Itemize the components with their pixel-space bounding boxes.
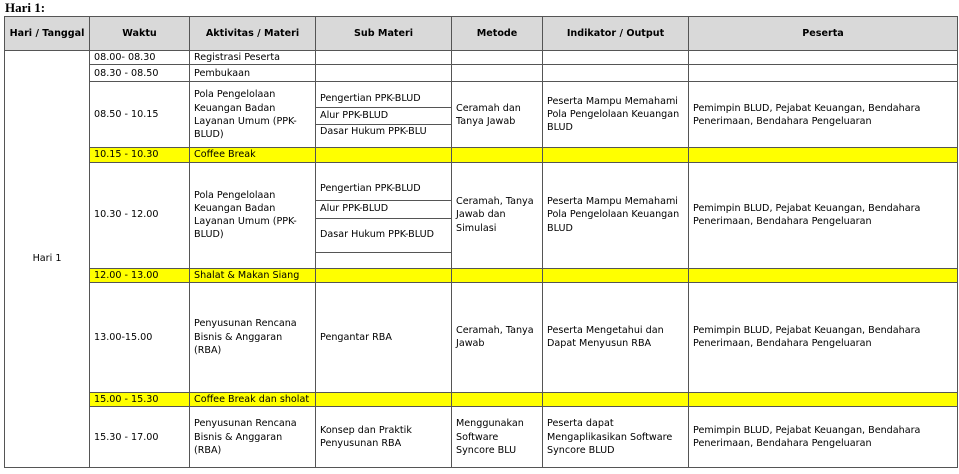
time-cell: 10.30 - 12.00 bbox=[90, 162, 190, 268]
table-row bbox=[5, 65, 958, 82]
header-day: Hari / Tanggal bbox=[5, 17, 90, 51]
time-cell: 08.50 - 10.15 bbox=[90, 82, 190, 148]
sub-cell bbox=[316, 268, 452, 282]
participants-cell bbox=[689, 268, 958, 282]
activity-cell: Registrasi Peserta bbox=[190, 51, 316, 65]
time-cell: 08.30 - 08.50 bbox=[90, 65, 190, 82]
method-cell: Ceramah dan Tanya Jawab bbox=[452, 82, 543, 148]
output-cell: Peserta Mampu Memahami Pola Pengelolaan Keuangan BLUD bbox=[543, 82, 689, 148]
method-cell: Ceramah, Tanya Jawab dan Simulasi bbox=[452, 162, 543, 268]
output-cell bbox=[543, 51, 689, 65]
sub-cell bbox=[316, 82, 452, 148]
activity-cell: Pola Pengelolaan Keuangan Badan Layanan Umum (PPK-BLUD) bbox=[190, 162, 316, 268]
sub-item: Alur PPK-BLUD bbox=[316, 201, 451, 219]
activity-cell: Coffee Break bbox=[190, 148, 316, 162]
header-participants: Peserta bbox=[689, 17, 958, 51]
method-cell bbox=[452, 392, 543, 406]
table-row bbox=[5, 282, 958, 392]
participants-cell bbox=[689, 148, 958, 162]
header-method: Metode bbox=[452, 17, 543, 51]
participants-cell bbox=[689, 51, 958, 65]
sub-item: Dasar Hukum PPK-BLUD bbox=[316, 219, 451, 253]
participants-cell: Pemimpin BLUD, Pejabat Keuangan, Bendahara Penerimaan, Bendahara Pengeluaran bbox=[689, 162, 958, 268]
output-cell: Peserta Mengetahui dan Dapat Menyusun RBA bbox=[543, 282, 689, 392]
method-cell: Ceramah, Tanya Jawab bbox=[452, 282, 543, 392]
method-cell: Menggunakan Software Syncore BLU bbox=[452, 407, 543, 468]
day-title: Hari 1: bbox=[5, 0, 46, 15]
day-cell: Hari 1 bbox=[5, 51, 90, 468]
header-row bbox=[5, 17, 958, 51]
time-cell: 15.00 - 15.30 bbox=[90, 392, 190, 406]
participants-cell: Pemimpin BLUD, Pejabat Keuangan, Bendahara Penerimaan, Bendahara Pengeluaran bbox=[689, 82, 958, 148]
output-cell: Peserta Mampu Memahami Pola Pengelolaan Keuangan BLUD bbox=[543, 162, 689, 268]
participants-cell: Pemimpin BLUD, Pejabat Keuangan, Bendahara Penerimaan, Bendahara Pengeluaran bbox=[689, 282, 958, 392]
method-cell bbox=[452, 268, 543, 282]
activity-cell: Penyusunan Rencana Bisnis & Anggaran (RBA) bbox=[190, 407, 316, 468]
time-cell: 15.30 - 17.00 bbox=[90, 407, 190, 468]
table-row bbox=[5, 407, 958, 468]
table-row bbox=[5, 162, 958, 268]
participants-cell bbox=[689, 65, 958, 82]
participants-cell: Pemimpin BLUD, Pejabat Keuangan, Bendahara Penerimaan, Bendahara Pengeluaran bbox=[689, 407, 958, 468]
participants-cell bbox=[689, 392, 958, 406]
time-cell: 10.15 - 10.30 bbox=[90, 148, 190, 162]
output-cell bbox=[543, 268, 689, 282]
table-row bbox=[5, 392, 958, 406]
sub-cell bbox=[316, 148, 452, 162]
output-cell bbox=[543, 148, 689, 162]
method-cell bbox=[452, 148, 543, 162]
time-cell: 12.00 - 13.00 bbox=[90, 268, 190, 282]
sub-item: Dasar Hukum PPK-BLU bbox=[320, 125, 427, 137]
activity-cell: Coffee Break dan sholat bbox=[190, 392, 316, 406]
sub-cell bbox=[316, 51, 452, 65]
output-cell bbox=[543, 65, 689, 82]
header-activity: Aktivitas / Materi bbox=[190, 17, 316, 51]
schedule-table bbox=[4, 16, 958, 468]
table-row bbox=[5, 268, 958, 282]
header-output: Indikator / Output bbox=[543, 17, 689, 51]
table-row bbox=[5, 148, 958, 162]
sub-cell bbox=[316, 392, 452, 406]
sub-item: Pengertian PPK-BLUD bbox=[316, 92, 451, 108]
activity-cell: Shalat & Makan Siang bbox=[190, 268, 316, 282]
header-sub-material: Sub Materi bbox=[316, 17, 452, 51]
sub-cell: Pengantar RBA bbox=[316, 282, 452, 392]
activity-cell: Pembukaan bbox=[190, 65, 316, 82]
sub-cell bbox=[316, 65, 452, 82]
header-time: Waktu bbox=[90, 17, 190, 51]
method-cell bbox=[452, 51, 543, 65]
sub-cell: Konsep dan Praktik Penyusunan RBA bbox=[316, 407, 452, 468]
output-cell: Peserta dapat Mengaplikasikan Software Syncore BLUD bbox=[543, 407, 689, 468]
method-cell bbox=[452, 65, 543, 82]
sub-cell bbox=[316, 162, 452, 268]
output-cell bbox=[543, 392, 689, 406]
sub-item: Pengertian PPK-BLUD bbox=[316, 178, 451, 201]
sub-item: Alur PPK-BLUD bbox=[316, 108, 451, 125]
activity-cell: Pola Pengelolaan Keuangan Badan Layanan Umum (PPK-BLUD) bbox=[190, 82, 316, 148]
table-row bbox=[5, 82, 958, 148]
time-cell: 13.00-15.00 bbox=[90, 282, 190, 392]
time-cell: 08.00- 08.30 bbox=[90, 51, 190, 65]
table-row bbox=[5, 51, 958, 65]
activity-cell: Penyusunan Rencana Bisnis & Anggaran (RBA) bbox=[190, 282, 316, 392]
